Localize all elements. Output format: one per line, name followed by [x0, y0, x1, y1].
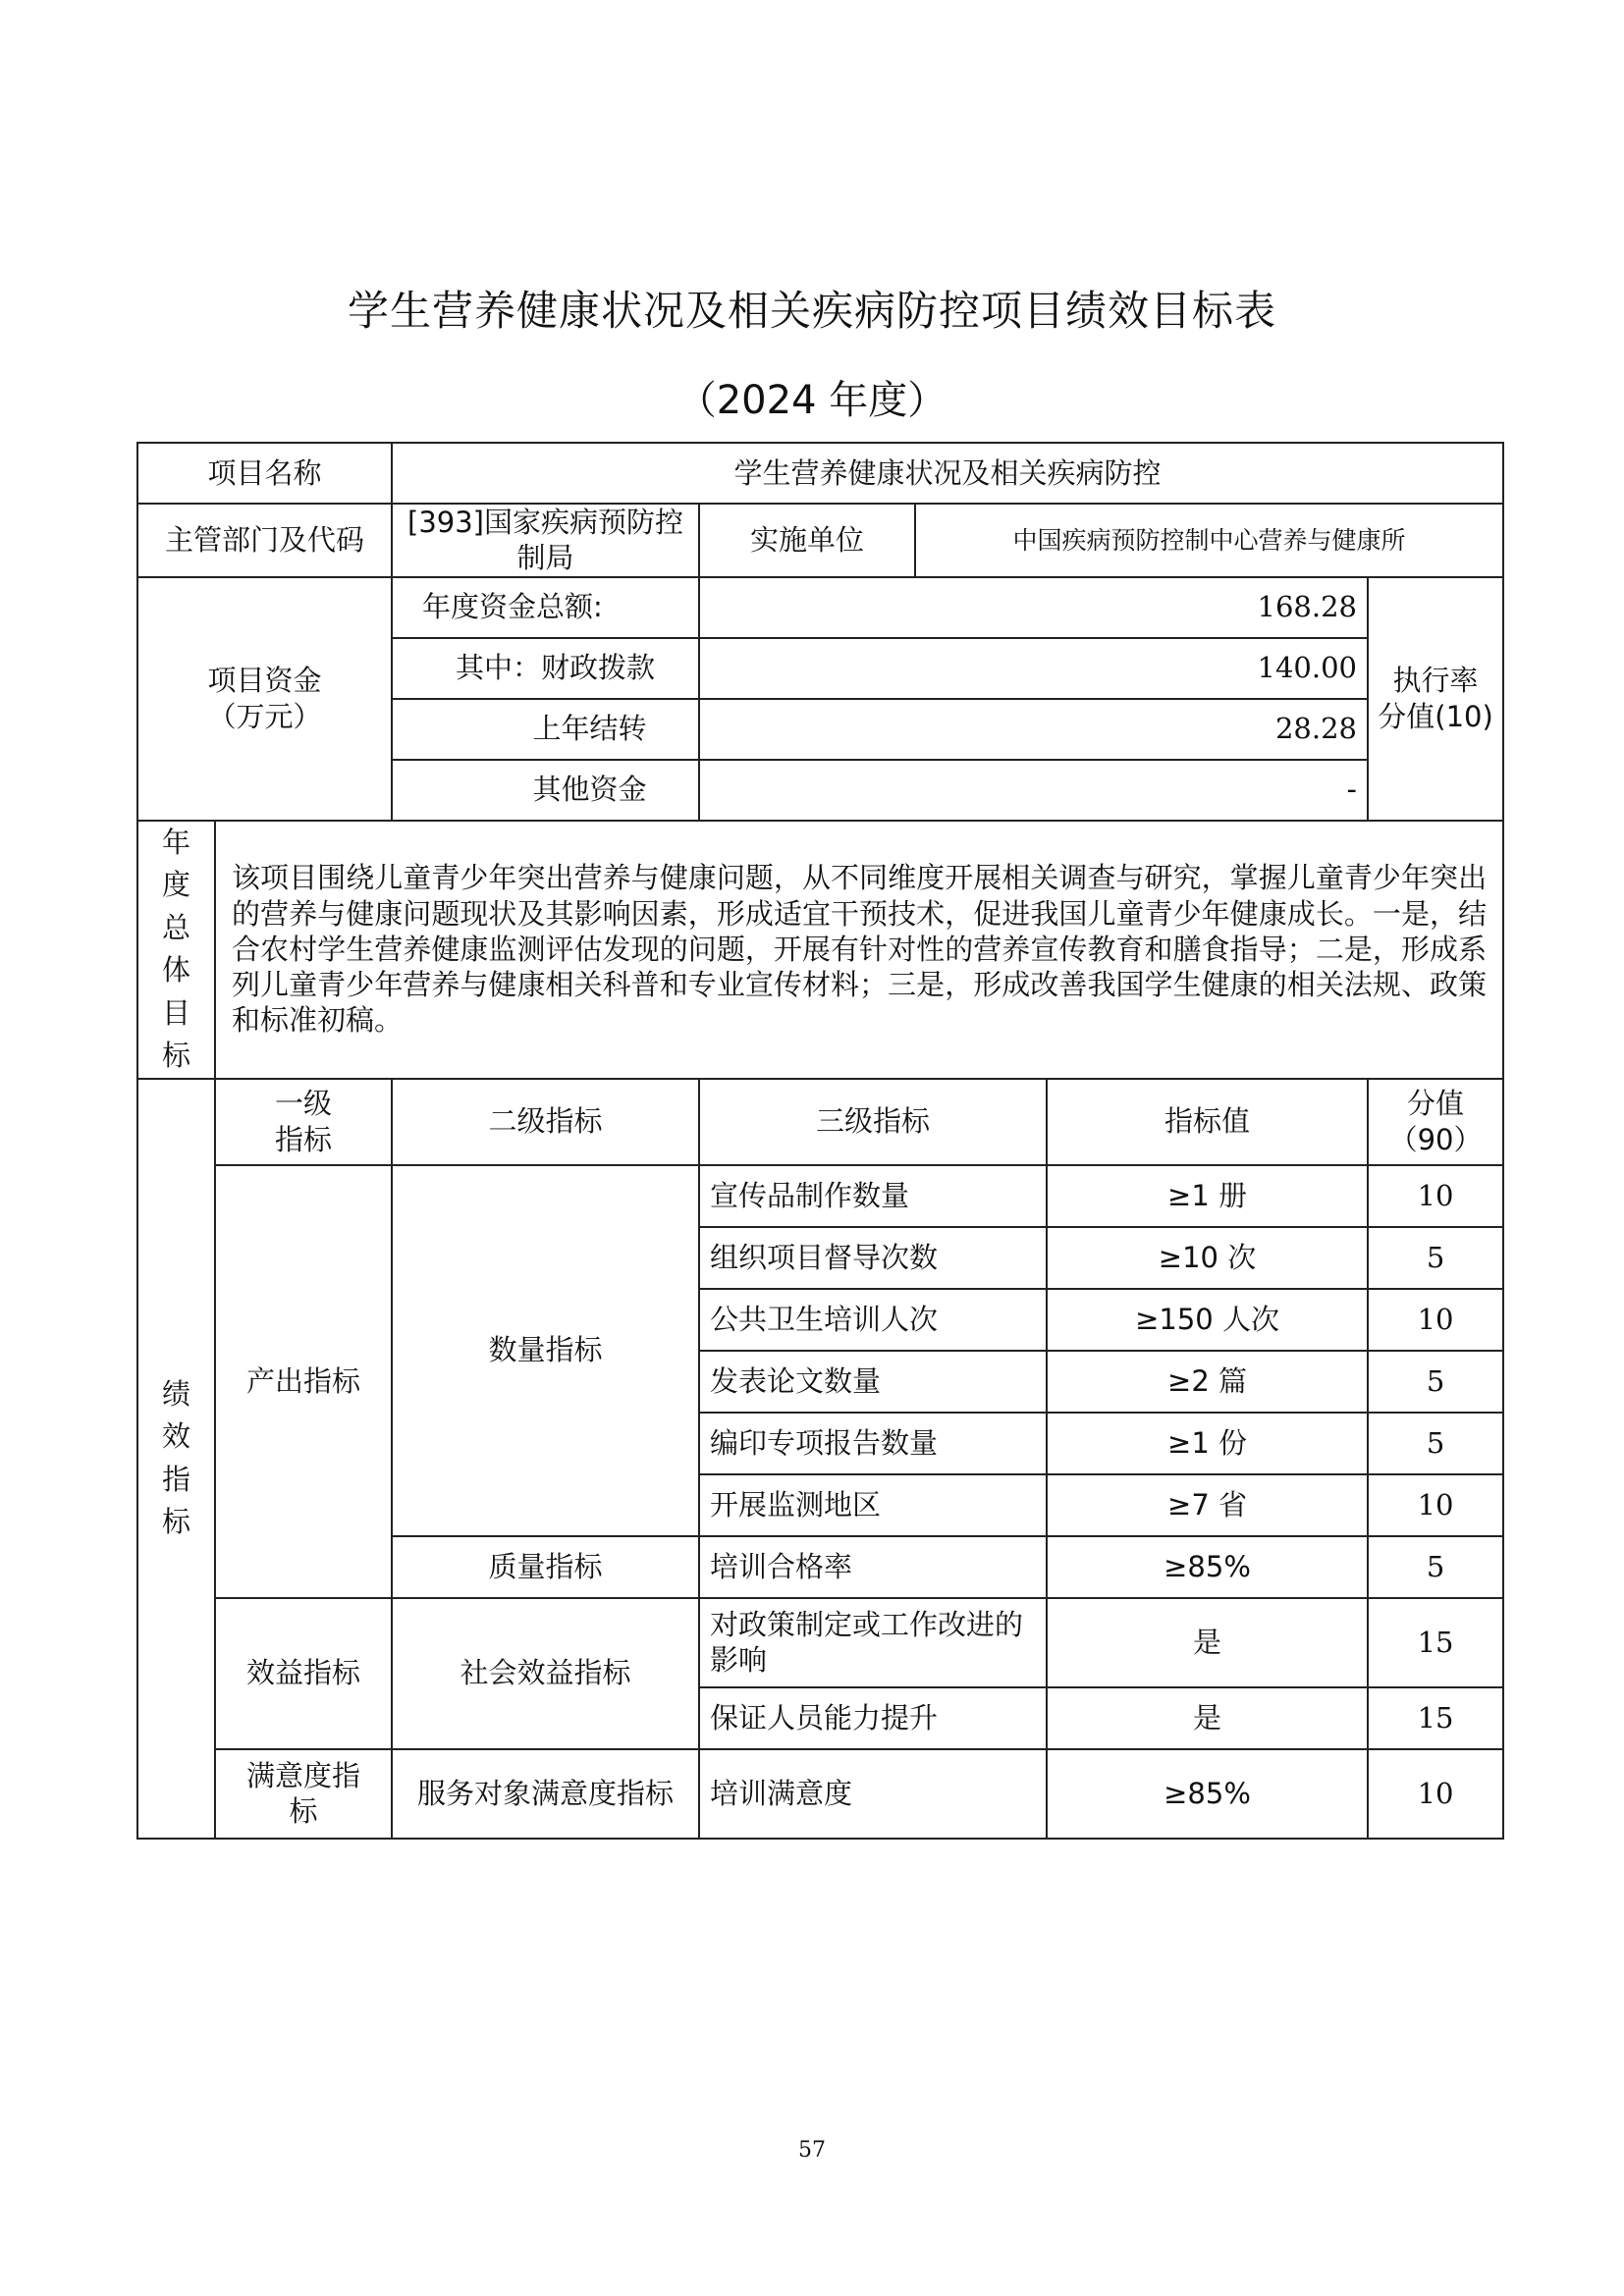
- header-score-line2: （90）: [1388, 1122, 1483, 1156]
- indicator-score: 5: [1368, 1351, 1503, 1413]
- department-value: [393]国家疾病预防控制局: [392, 504, 699, 577]
- indicator-score: 15: [1368, 1687, 1503, 1749]
- indicators-char: 效: [161, 1419, 190, 1453]
- implementing-unit-value: 中国疾病预防控制中心营养与健康所: [915, 504, 1503, 577]
- indicators-char: 标: [161, 1505, 190, 1538]
- indicator-value: ≥1 份: [1047, 1413, 1368, 1474]
- funds-label-line1: 项目资金: [207, 664, 322, 698]
- indicator-name: 编印专项报告数量: [699, 1413, 1047, 1474]
- indicator-score: 5: [1368, 1413, 1503, 1474]
- indicator-name: 培训满意度: [699, 1749, 1047, 1839]
- header-score: [1368, 1079, 1503, 1165]
- implementing-unit-label: 实施单位: [699, 504, 915, 577]
- indicators-char: 绩: [161, 1376, 190, 1411]
- indicator-value: 是: [1047, 1598, 1368, 1687]
- indicator-value: ≥2 篇: [1047, 1351, 1368, 1413]
- performance-indicators-label: [137, 1079, 215, 1839]
- header-level2: 二级指标: [392, 1079, 699, 1165]
- indicators-char: 指: [161, 1462, 190, 1496]
- indicator-value: ≥150 人次: [1047, 1289, 1368, 1351]
- annual-goal-label: [137, 821, 215, 1079]
- annual-goal-char: 年: [161, 825, 190, 859]
- indicator-value: ≥85%: [1047, 1749, 1368, 1839]
- annual-goal-char: 目: [161, 995, 190, 1030]
- indicator-score: 5: [1368, 1227, 1503, 1289]
- annual-goal-text: 该项目围绕儿童青少年突出营养与健康问题，从不同维度开展相关调查与研究，掌握儿童青少年突出的营养与健康问题现状及其影响因素，形成适宜干预技术，促进我国儿童青少年健康成长。一是，结合农村学生营养健康监测评估发现的问题，开展有针对性的营养宣传教育和膳食指导；二是，形成系列儿童青少年营养与健康相关科普和专业宣传材料；三是，形成改善我国学生健康的相关法规、政策和标准初稿。: [215, 821, 1503, 1079]
- indicator-score: 15: [1368, 1598, 1503, 1687]
- quality-indicator-label: 质量指标: [392, 1536, 699, 1598]
- indicator-name: 保证人员能力提升: [699, 1687, 1047, 1749]
- indicator-name: 宣传品制作数量: [699, 1165, 1047, 1227]
- annual-goal-char: 体: [161, 953, 190, 987]
- project-name-label: 项目名称: [137, 443, 392, 504]
- indicator-score: 10: [1368, 1289, 1503, 1351]
- table-row: [137, 1749, 1503, 1839]
- department-label: 主管部门及代码: [137, 504, 392, 577]
- indicator-score: 5: [1368, 1536, 1503, 1598]
- funds-label-line2: （万元）: [207, 699, 322, 733]
- execution-rate-line1: 执行率: [1392, 664, 1479, 698]
- total-funds-label: 年度资金总额:: [392, 577, 699, 638]
- document-subtitle: （2024 年度）: [677, 378, 947, 423]
- indicator-name: 对政策制定或工作改进的影响: [699, 1598, 1047, 1687]
- fiscal-allocation-label: 其中：财政拨款: [392, 638, 699, 699]
- project-name-value: 学生营养健康状况及相关疾病防控: [392, 443, 1503, 504]
- indicator-score: 10: [1368, 1165, 1503, 1227]
- header-level3: 三级指标: [699, 1079, 1047, 1165]
- indicator-name: 组织项目督导次数: [699, 1227, 1047, 1289]
- performance-goal-table: [136, 442, 1504, 1840]
- total-funds-value: 168.28: [699, 577, 1368, 638]
- annual-goal-char: 度: [161, 868, 190, 901]
- funds-label: [137, 577, 392, 821]
- execution-rate-score: [1368, 577, 1503, 821]
- fiscal-allocation-value: 140.00: [699, 638, 1368, 699]
- indicator-name: 发表论文数量: [699, 1351, 1047, 1413]
- other-funds-label: 其他资金: [392, 760, 699, 821]
- indicator-value: 是: [1047, 1687, 1368, 1749]
- indicator-name: 公共卫生培训人次: [699, 1289, 1047, 1351]
- header-level1: [215, 1079, 392, 1165]
- indicator-score: 10: [1368, 1749, 1503, 1839]
- table-row: [137, 1598, 1503, 1687]
- quantity-indicator-label: 数量指标: [392, 1165, 699, 1536]
- annual-goal-char: 总: [161, 910, 190, 944]
- indicator-value: ≥10 次: [1047, 1227, 1368, 1289]
- header-value: 指标值: [1047, 1079, 1368, 1165]
- indicator-name: 开展监测地区: [699, 1474, 1047, 1536]
- page-number: 57: [798, 2138, 826, 2163]
- satisfaction-label-line2: 标: [289, 1794, 318, 1828]
- indicator-name: 培训合格率: [699, 1536, 1047, 1598]
- header-level1-line1: 一级: [275, 1087, 333, 1121]
- carryover-value: 28.28: [699, 699, 1368, 760]
- satisfaction-label-line1: 满意度指: [246, 1758, 361, 1792]
- table-row: [137, 1165, 1503, 1227]
- indicator-value: ≥1 册: [1047, 1165, 1368, 1227]
- indicator-value: ≥7 省: [1047, 1474, 1368, 1536]
- header-level1-line2: 指标: [275, 1122, 333, 1156]
- output-indicator-label: 产出指标: [215, 1165, 392, 1598]
- benefit-indicator-label: 效益指标: [215, 1598, 392, 1749]
- execution-rate-line2: 分值(10): [1378, 699, 1493, 733]
- other-funds-value: -: [699, 760, 1368, 821]
- satisfaction-indicator-label: [215, 1749, 392, 1839]
- indicator-score: 10: [1368, 1474, 1503, 1536]
- social-benefit-indicator-label: 社会效益指标: [392, 1598, 699, 1749]
- document-title: 学生营养健康状况及相关疾病防控项目绩效目标表: [347, 287, 1276, 335]
- header-score-line1: 分值: [1407, 1087, 1465, 1121]
- carryover-label: 上年结转: [392, 699, 699, 760]
- annual-goal-char: 标: [161, 1039, 190, 1072]
- service-satisfaction-indicator-label: 服务对象满意度指标: [392, 1749, 699, 1839]
- indicator-value: ≥85%: [1047, 1536, 1368, 1598]
